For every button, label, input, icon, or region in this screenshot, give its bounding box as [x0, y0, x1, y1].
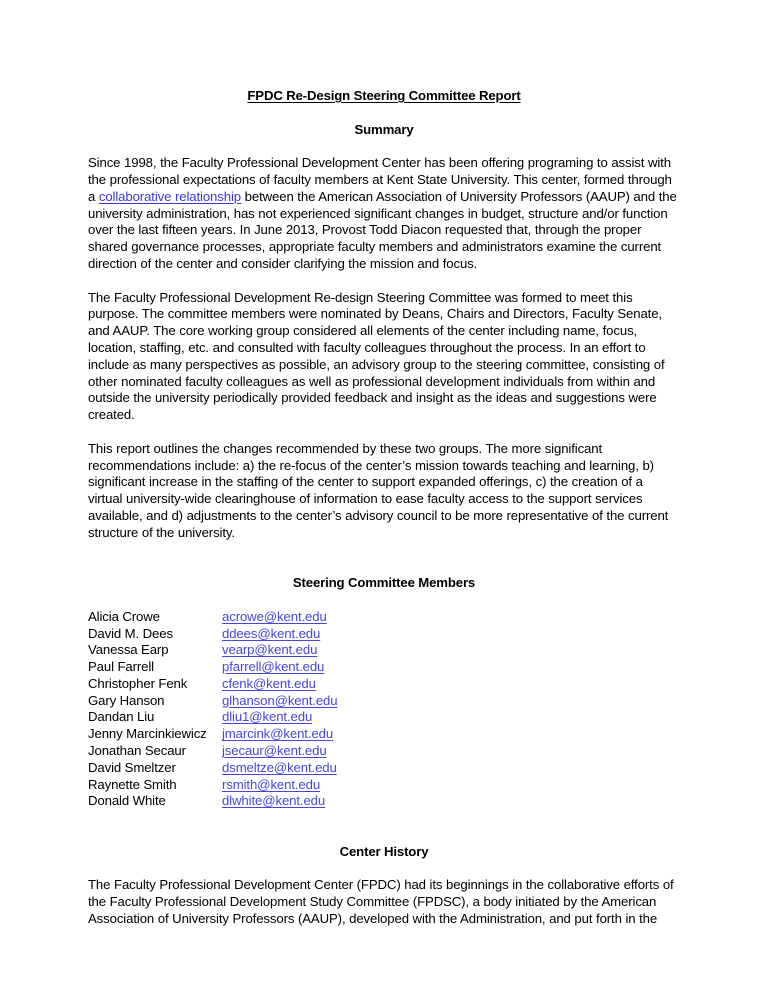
collaborative-relationship-link[interactable]: collaborative relationship — [98, 188, 241, 204]
spacer — [88, 424, 680, 441]
member-name: Jenny Marcinkiewicz — [88, 726, 207, 742]
member-email-link[interactable]: rsmith@kent.edu — [222, 776, 321, 792]
spacer — [88, 105, 680, 122]
member-email-link[interactable]: ddees@kent.edu — [222, 625, 321, 641]
spacer — [88, 861, 680, 878]
spacer — [88, 273, 680, 290]
summary-paragraph-2: The Faculty Professional Development Re-design Steering Committee was formed to meet this purpose. The committee members were nominated by Deans, Chairs and Directors, Faculty Senate, and AAUP. The core working group considered all elements of the center including name, focus, location, staffing, etc. and consulted with faculty colleagues throughout the process. In an effort to include as many perspectives as possible, an advisory group to the steering committee, consisting of other nominated faculty colleagues as well as professional development individuals from within and outside the university periodically provided feedback and insight as the ideas and suggestions were created. — [88, 289, 665, 423]
page-title-text: FPDC Re-Design Steering Committee Report — [247, 88, 521, 103]
member-name: Gary Hanson — [88, 692, 165, 708]
member-row — [88, 709, 680, 726]
member-row — [88, 609, 680, 626]
summary-paragraph-1-part-1: Since 1998, the Faculty Professional Development Center has been offering programing to assist with the professional expectations of faculty members at Kent State University. This center, formed through a — [88, 155, 672, 204]
member-row — [88, 676, 680, 693]
member-email-link[interactable]: dliu1@kent.edu — [222, 709, 313, 725]
member-name: David Smeltzer — [88, 759, 176, 775]
summary-paragraph-3: This report outlines the changes recommended by these two groups. The more significant recommendations include: a) the re-focus of the center’s mission towards teaching and learning, b) significant increase in the staffing of the center to support expanded offerings, c) the creation of a virtual university-wide clearinghouse of information to ease faculty access to the support services available, and d) adjustments to the center’s advisory council to be more representative of the current structure of the university. — [88, 440, 669, 540]
member-row — [88, 743, 680, 760]
member-email-link[interactable]: jmarcink@kent.edu — [222, 726, 334, 742]
member-name: Alicia Crowe — [88, 608, 160, 624]
steering-committee-member-list — [88, 609, 680, 811]
member-name: Dandan Liu — [88, 709, 155, 725]
member-row — [88, 760, 680, 777]
member-name: Donald White — [88, 793, 166, 809]
member-row — [88, 659, 680, 676]
member-row — [88, 626, 680, 643]
member-row — [88, 693, 680, 710]
section-heading-summary: Summary — [354, 121, 414, 137]
center-history-paragraph-1: The Faculty Professional Development Center (FPDC) had its beginnings in the collaborative efforts of the Faculty Professional Development Study Committee (FPDSC), a body initiated by the American Association of University Professors (AAUP), developed with the Administration, and put forth in the — [88, 877, 674, 927]
member-email-link[interactable]: cfenk@kent.edu — [222, 675, 316, 691]
summary-paragraph-1 — [88, 155, 680, 273]
member-email-link[interactable]: glhanson@kent.edu — [222, 692, 338, 708]
member-row — [88, 793, 680, 810]
member-name: Raynette Smith — [88, 776, 177, 792]
spacer — [88, 810, 680, 844]
member-row — [88, 642, 680, 659]
spacer — [88, 592, 680, 609]
member-name: Jonathan Secaur — [88, 743, 186, 759]
spacer — [88, 542, 680, 576]
member-name: Paul Farrell — [88, 659, 154, 675]
member-email-link[interactable]: acrowe@kent.edu — [222, 608, 327, 624]
member-email-link[interactable]: pfarrell@kent.edu — [222, 659, 325, 675]
member-email-link[interactable]: vearp@kent.edu — [222, 642, 318, 658]
document-content — [88, 88, 680, 928]
member-name: Vanessa Earp — [88, 642, 169, 658]
member-name: David M. Dees — [88, 625, 173, 641]
page-title — [88, 88, 680, 105]
member-name: Christopher Fenk — [88, 675, 188, 691]
member-row — [88, 726, 680, 743]
member-email-link[interactable]: dlwhite@kent.edu — [222, 793, 326, 809]
summary-paragraph-1-part-2: between the American Association of University Professors (AAUP) and the university administration, has not experienced significant changes in budget, structure and/or function over the last fifteen years. In June 2013, Provost Todd Diacon requested that, through the proper shared governance processes, appropriate faculty members and administrators examine the current direction of the center and consider clarifying the mission and focus. — [88, 188, 677, 271]
member-row — [88, 777, 680, 794]
section-heading-steering-committee-members: Steering Committee Members — [292, 575, 476, 591]
spacer — [88, 138, 680, 155]
member-email-link[interactable]: dsmeltze@kent.edu — [222, 759, 337, 775]
section-heading-center-history: Center History — [339, 843, 429, 859]
member-email-link[interactable]: jsecaur@kent.edu — [222, 743, 327, 759]
